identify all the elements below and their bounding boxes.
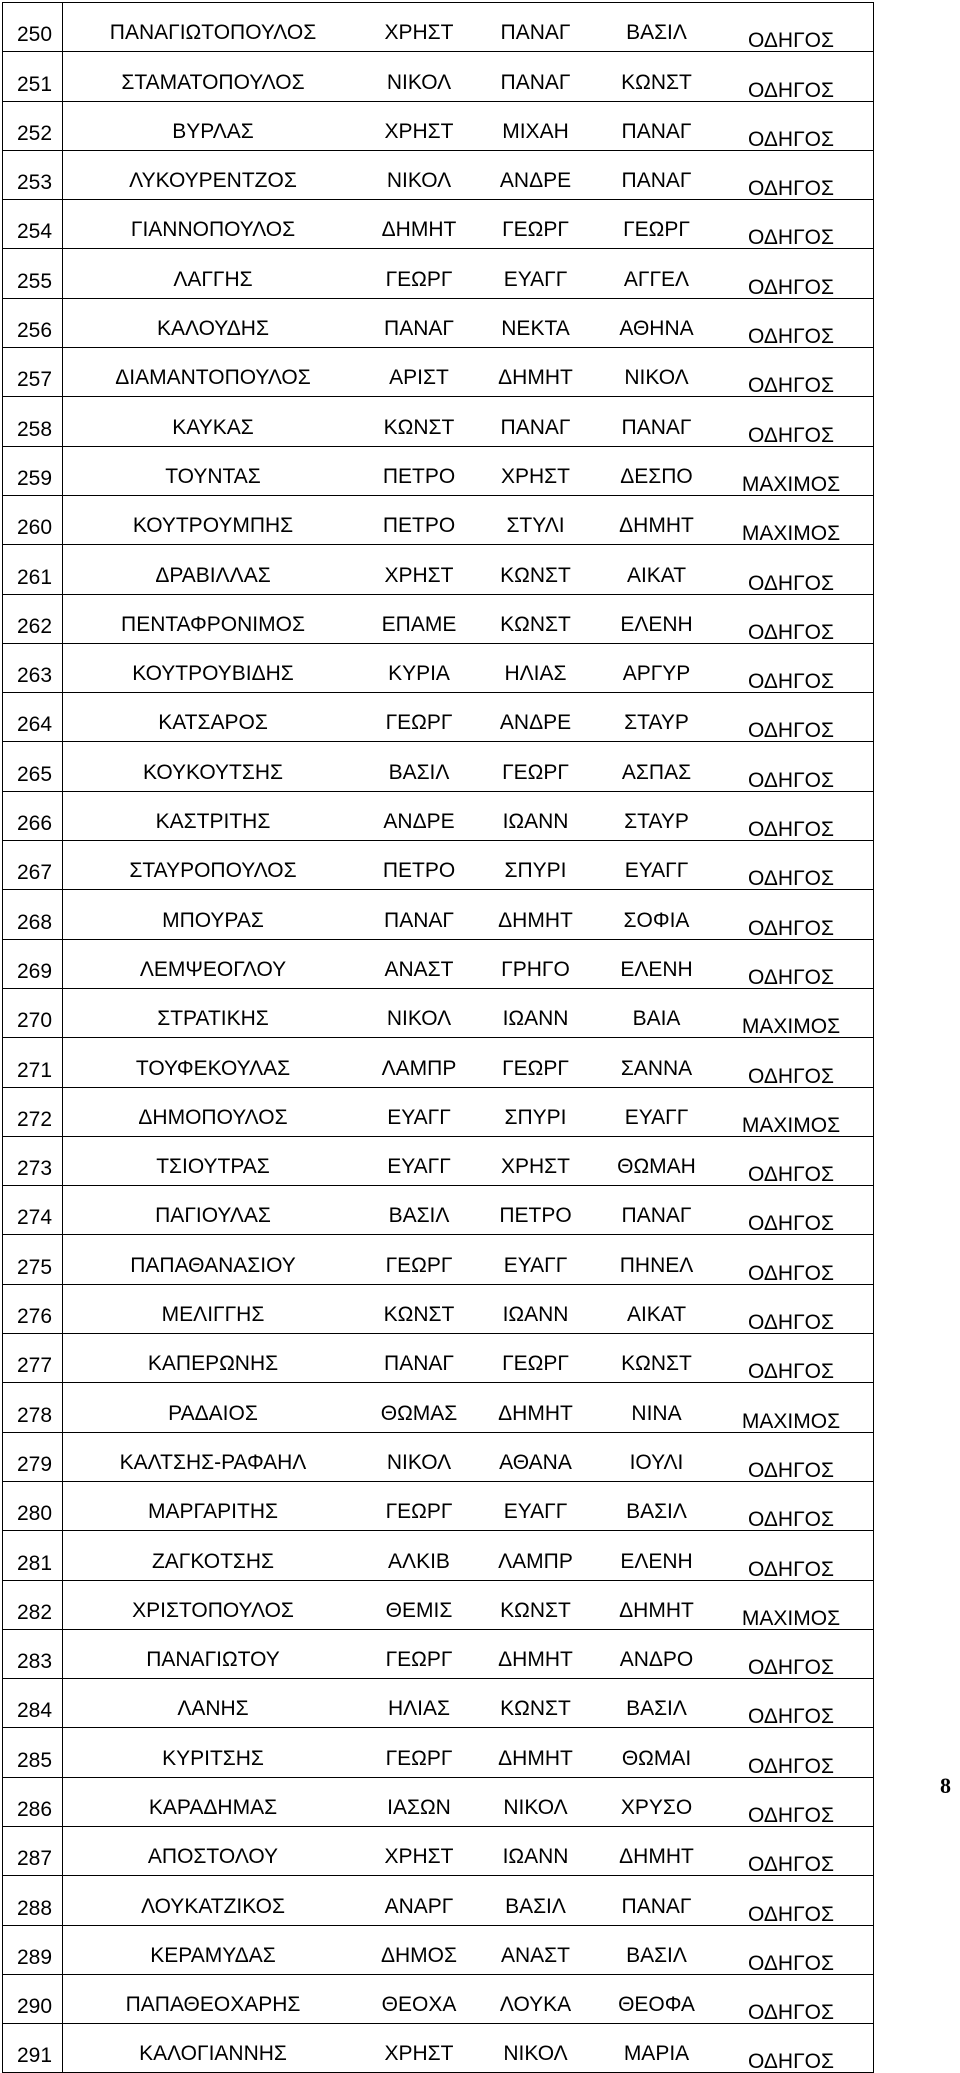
surname-cell: ΚΕΡΑΜΥΔΑΣ [63, 1925, 364, 1974]
specialty-cell: ΜΑΧΙΜΟΣ [717, 1580, 874, 1629]
first-name-cell: ΙΑΣΩΝ [363, 1777, 475, 1826]
specialty-cell: ΟΔΗΓΟΣ [717, 348, 874, 397]
first-name-cell: ΒΑΣΙΛ [363, 742, 475, 791]
mother-name-cell: ΠΗΝΕΛ [596, 1235, 717, 1284]
mother-name-cell: ΒΑΣΙΛ [596, 1481, 717, 1530]
first-name-cell: ΕΠΑΜΕ [363, 594, 475, 643]
surname-cell: ΑΠΟΣΤΟΛΟΥ [63, 1826, 364, 1875]
specialty-cell: ΟΔΗΓΟΣ [717, 1334, 874, 1383]
table-row [3, 52, 874, 101]
first-name-cell: ΘΕΟΧΑ [363, 1974, 475, 2023]
table-row [3, 594, 874, 643]
surname-cell: ΔΙΑΜΑΝΤΟΠΟΥΛΟΣ [63, 348, 364, 397]
first-name-cell: ΘΩΜΑΣ [363, 1383, 475, 1432]
table-row [3, 841, 874, 890]
first-name-cell: ΓΕΩΡΓ [363, 1481, 475, 1530]
mother-name-cell: ΔΗΜΗΤ [596, 495, 717, 544]
father-name-cell: ΛΟΥΚΑ [475, 1974, 596, 2023]
row-number-cell: 269 [3, 939, 63, 988]
surname-cell: ΣΤΡΑΤΙΚΗΣ [63, 988, 364, 1037]
mother-name-cell: ΓΕΩΡΓ [596, 200, 717, 249]
table-row [3, 1974, 874, 2023]
table-row [3, 890, 874, 939]
row-number-cell: 272 [3, 1087, 63, 1136]
row-number-cell: 290 [3, 1974, 63, 2023]
specialty-cell: ΟΔΗΓΟΣ [717, 1481, 874, 1530]
row-number-cell: 255 [3, 249, 63, 298]
first-name-cell: ΚΩΝΣΤ [363, 1284, 475, 1333]
specialty-cell: ΟΔΗΓΟΣ [717, 1876, 874, 1925]
specialty-cell: ΟΔΗΓΟΣ [717, 643, 874, 692]
first-name-cell: ΓΕΩΡΓ [363, 1728, 475, 1777]
row-number-cell: 252 [3, 101, 63, 150]
father-name-cell: ΝΙΚΟΛ [475, 2024, 596, 2073]
mother-name-cell: ΠΑΝΑΓ [596, 101, 717, 150]
table-row [3, 1481, 874, 1530]
first-name-cell: ΝΙΚΟΛ [363, 1432, 475, 1481]
row-number-cell: 282 [3, 1580, 63, 1629]
table-row [3, 1826, 874, 1875]
row-number-cell: 265 [3, 742, 63, 791]
surname-cell: ΛΑΝΗΣ [63, 1679, 364, 1728]
row-number-cell: 278 [3, 1383, 63, 1432]
mother-name-cell: ΘΩΜΑΙ [596, 1728, 717, 1777]
mother-name-cell: ΕΛΕΝΗ [596, 594, 717, 643]
row-number-cell: 251 [3, 52, 63, 101]
father-name-cell: ΑΝΔΡΕ [475, 150, 596, 199]
surname-cell: ΠΑΠΑΘΑΝΑΣΙΟΥ [63, 1235, 364, 1284]
table-row [3, 446, 874, 495]
first-name-cell: ΓΕΩΡΓ [363, 249, 475, 298]
specialty-cell: ΟΔΗΓΟΣ [717, 1136, 874, 1185]
table-row [3, 1087, 874, 1136]
table-row [3, 1629, 874, 1678]
mother-name-cell: ΑΘΗΝΑ [596, 298, 717, 347]
surname-cell: ΤΟΥΦΕΚΟΥΛΑΣ [63, 1038, 364, 1087]
mother-name-cell: ΕΥΑΓΓ [596, 841, 717, 890]
surname-cell: ΠΑΓΙΟΥΛΑΣ [63, 1186, 364, 1235]
row-number-cell: 291 [3, 2024, 63, 2073]
table-row [3, 643, 874, 692]
father-name-cell: ΝΙΚΟΛ [475, 1777, 596, 1826]
father-name-cell: ΙΩΑΝΝ [475, 988, 596, 1037]
surname-cell: ΛΕΜΨΕΟΓΛΟΥ [63, 939, 364, 988]
specialty-cell: ΟΔΗΓΟΣ [717, 298, 874, 347]
first-name-cell: ΠΑΝΑΓ [363, 1334, 475, 1383]
first-name-cell: ΔΗΜΟΣ [363, 1925, 475, 1974]
surname-cell: ΒΥΡΛΑΣ [63, 101, 364, 150]
mother-name-cell: ΝΙΝΑ [596, 1383, 717, 1432]
first-name-cell: ΚΩΝΣΤ [363, 397, 475, 446]
first-name-cell: ΒΑΣΙΛ [363, 1186, 475, 1235]
father-name-cell: ΑΝΔΡΕ [475, 693, 596, 742]
surname-cell: ΜΠΟΥΡΑΣ [63, 890, 364, 939]
surname-cell: ΚΟΥΤΡΟΥΒΙΔΗΣ [63, 643, 364, 692]
first-name-cell: ΚΥΡΙΑ [363, 643, 475, 692]
table-row [3, 791, 874, 840]
mother-name-cell: ΣΤΑΥΡ [596, 791, 717, 840]
row-number-cell: 254 [3, 200, 63, 249]
specialty-cell: ΟΔΗΓΟΣ [717, 742, 874, 791]
mother-name-cell: ΒΑΣΙΛ [596, 1679, 717, 1728]
first-name-cell: ΠΕΤΡΟ [363, 446, 475, 495]
father-name-cell: ΑΝΑΣΤ [475, 1925, 596, 1974]
row-number-cell: 253 [3, 150, 63, 199]
row-number-cell: 277 [3, 1334, 63, 1383]
surname-cell: ΖΑΓΚΟΤΣΗΣ [63, 1531, 364, 1580]
mother-name-cell: ΣΑΝΝΑ [596, 1038, 717, 1087]
specialty-cell: ΟΔΗΓΟΣ [717, 791, 874, 840]
table-row [3, 495, 874, 544]
specialty-cell: ΟΔΗΓΟΣ [717, 693, 874, 742]
father-name-cell: ΚΩΝΣΤ [475, 545, 596, 594]
mother-name-cell: ΑΡΓΥΡ [596, 643, 717, 692]
table-row [3, 1777, 874, 1826]
first-name-cell: ΠΑΝΑΓ [363, 298, 475, 347]
surname-cell: ΚΑΡΑΔΗΜΑΣ [63, 1777, 364, 1826]
table-row [3, 1383, 874, 1432]
first-name-cell: ΧΡΗΣΤ [363, 1826, 475, 1875]
mother-name-cell: ΑΝΔΡΟ [596, 1629, 717, 1678]
father-name-cell: ΠΑΝΑΓ [475, 52, 596, 101]
surname-cell: ΤΣΙΟΥΤΡΑΣ [63, 1136, 364, 1185]
father-name-cell: ΙΩΑΝΝ [475, 1284, 596, 1333]
row-number-cell: 266 [3, 791, 63, 840]
father-name-cell: ΠΕΤΡΟ [475, 1186, 596, 1235]
mother-name-cell: ΘΕΟΦΑ [596, 1974, 717, 2023]
table-row [3, 150, 874, 199]
table-row [3, 3, 874, 52]
surname-cell: ΣΤΑΜΑΤΟΠΟΥΛΟΣ [63, 52, 364, 101]
first-name-cell: ΝΙΚΟΛ [363, 988, 475, 1037]
mother-name-cell: ΜΑΡΙΑ [596, 2024, 717, 2073]
first-name-cell: ΧΡΗΣΤ [363, 101, 475, 150]
surname-cell: ΤΟΥΝΤΑΣ [63, 446, 364, 495]
specialty-cell: ΟΔΗΓΟΣ [717, 101, 874, 150]
mother-name-cell: ΑΙΚΑΤ [596, 1284, 717, 1333]
mother-name-cell: ΚΩΝΣΤ [596, 52, 717, 101]
specialty-cell: ΟΔΗΓΟΣ [717, 1826, 874, 1875]
surname-cell: ΚΥΡΙΤΣΗΣ [63, 1728, 364, 1777]
surname-cell: ΚΑΠΕΡΩΝΗΣ [63, 1334, 364, 1383]
specialty-cell: ΟΔΗΓΟΣ [717, 1186, 874, 1235]
father-name-cell: ΗΛΙΑΣ [475, 643, 596, 692]
specialty-cell: ΟΔΗΓΟΣ [717, 397, 874, 446]
mother-name-cell: ΠΑΝΑΓ [596, 397, 717, 446]
specialty-cell: ΟΔΗΓΟΣ [717, 1629, 874, 1678]
mother-name-cell: ΒΑΙΑ [596, 988, 717, 1037]
surname-cell: ΚΟΥΚΟΥΤΣΗΣ [63, 742, 364, 791]
first-name-cell: ΧΡΗΣΤ [363, 2024, 475, 2073]
specialty-cell: ΟΔΗΓΟΣ [717, 2024, 874, 2073]
table-row [3, 1038, 874, 1087]
row-number-cell: 276 [3, 1284, 63, 1333]
table-row [3, 1728, 874, 1777]
first-name-cell: ΝΙΚΟΛ [363, 52, 475, 101]
mother-name-cell: ΕΛΕΝΗ [596, 1531, 717, 1580]
table-row [3, 1235, 874, 1284]
surname-cell: ΡΑΔΑΙΟΣ [63, 1383, 364, 1432]
father-name-cell: ΚΩΝΣΤ [475, 594, 596, 643]
father-name-cell: ΕΥΑΓΓ [475, 249, 596, 298]
specialty-cell: ΟΔΗΓΟΣ [717, 1728, 874, 1777]
table-row [3, 1432, 874, 1481]
first-name-cell: ΓΕΩΡΓ [363, 1629, 475, 1678]
table-row [3, 1186, 874, 1235]
first-name-cell: ΧΡΗΣΤ [363, 3, 475, 52]
table-row [3, 693, 874, 742]
mother-name-cell: ΑΓΓΕΛ [596, 249, 717, 298]
table-row [3, 1531, 874, 1580]
mother-name-cell: ΕΥΑΓΓ [596, 1087, 717, 1136]
row-number-cell: 257 [3, 348, 63, 397]
table-row [3, 1580, 874, 1629]
table-row [3, 1334, 874, 1383]
mother-name-cell: ΠΑΝΑΓ [596, 1876, 717, 1925]
row-number-cell: 287 [3, 1826, 63, 1875]
specialty-cell: ΟΔΗΓΟΣ [717, 890, 874, 939]
father-name-cell: ΣΤΥΛΙ [475, 495, 596, 544]
table-row [3, 249, 874, 298]
specialty-cell: ΟΔΗΓΟΣ [717, 1777, 874, 1826]
father-name-cell: ΔΗΜΗΤ [475, 1383, 596, 1432]
father-name-cell: ΓΕΩΡΓ [475, 1038, 596, 1087]
first-name-cell: ΑΝΑΡΓ [363, 1876, 475, 1925]
first-name-cell: ΑΡΙΣΤ [363, 348, 475, 397]
table-row [3, 348, 874, 397]
father-name-cell: ΣΠΥΡΙ [475, 1087, 596, 1136]
table-row [3, 397, 874, 446]
father-name-cell: ΛΑΜΠΡ [475, 1531, 596, 1580]
specialty-cell: ΜΑΧΙΜΟΣ [717, 495, 874, 544]
surname-cell: ΔΗΜΟΠΟΥΛΟΣ [63, 1087, 364, 1136]
table-row [3, 545, 874, 594]
row-number-cell: 285 [3, 1728, 63, 1777]
surname-cell: ΚΑΛΤΣΗΣ-ΡΑΦΑΗΛ [63, 1432, 364, 1481]
surname-cell: ΧΡΙΣΤΟΠΟΥΛΟΣ [63, 1580, 364, 1629]
row-number-cell: 264 [3, 693, 63, 742]
row-number-cell: 270 [3, 988, 63, 1037]
surname-cell: ΛΟΥΚΑΤΖΙΚΟΣ [63, 1876, 364, 1925]
row-number-cell: 271 [3, 1038, 63, 1087]
row-number-cell: 275 [3, 1235, 63, 1284]
first-name-cell: ΛΑΜΠΡ [363, 1038, 475, 1087]
surname-cell: ΚΑΥΚΑΣ [63, 397, 364, 446]
row-number-cell: 263 [3, 643, 63, 692]
mother-name-cell: ΘΩΜΑΗ [596, 1136, 717, 1185]
specialty-cell: ΟΔΗΓΟΣ [717, 1038, 874, 1087]
first-name-cell: ΠΕΤΡΟ [363, 841, 475, 890]
mother-name-cell: ΒΑΣΙΛ [596, 3, 717, 52]
specialty-cell: ΟΔΗΓΟΣ [717, 52, 874, 101]
surname-cell: ΚΑΛΟΥΔΗΣ [63, 298, 364, 347]
surname-cell: ΚΑΛΟΓΙΑΝΝΗΣ [63, 2024, 364, 2073]
surname-cell: ΠΑΝΑΓΙΩΤΟΠΟΥΛΟΣ [63, 3, 364, 52]
first-name-cell: ΓΕΩΡΓ [363, 693, 475, 742]
first-name-cell: ΕΥΑΓΓ [363, 1087, 475, 1136]
father-name-cell: ΠΑΝΑΓ [475, 397, 596, 446]
row-number-cell: 284 [3, 1679, 63, 1728]
specialty-cell: ΟΔΗΓΟΣ [717, 1679, 874, 1728]
mother-name-cell: ΣΤΑΥΡ [596, 693, 717, 742]
father-name-cell: ΑΘΑΝΑ [475, 1432, 596, 1481]
father-name-cell: ΧΡΗΣΤ [475, 446, 596, 495]
father-name-cell: ΔΗΜΗΤ [475, 1728, 596, 1777]
roster-table [2, 2, 874, 2073]
specialty-cell: ΟΔΗΓΟΣ [717, 200, 874, 249]
mother-name-cell: ΧΡΥΣΟ [596, 1777, 717, 1826]
first-name-cell: ΝΙΚΟΛ [363, 150, 475, 199]
surname-cell: ΜΑΡΓΑΡΙΤΗΣ [63, 1481, 364, 1530]
father-name-cell: ΔΗΜΗΤ [475, 1629, 596, 1678]
table-row [3, 2024, 874, 2073]
row-number-cell: 268 [3, 890, 63, 939]
mother-name-cell: ΑΙΚΑΤ [596, 545, 717, 594]
specialty-cell: ΟΔΗΓΟΣ [717, 249, 874, 298]
father-name-cell: ΜΙΧΑΗ [475, 101, 596, 150]
specialty-cell: ΟΔΗΓΟΣ [717, 939, 874, 988]
mother-name-cell: ΣΟΦΙΑ [596, 890, 717, 939]
table-row [3, 1876, 874, 1925]
first-name-cell: ΠΕΤΡΟ [363, 495, 475, 544]
first-name-cell: ΑΝΑΣΤ [363, 939, 475, 988]
row-number-cell: 280 [3, 1481, 63, 1530]
surname-cell: ΣΤΑΥΡΟΠΟΥΛΟΣ [63, 841, 364, 890]
specialty-cell: ΜΑΧΙΜΟΣ [717, 1383, 874, 1432]
father-name-cell: ΠΑΝΑΓ [475, 3, 596, 52]
father-name-cell: ΕΥΑΓΓ [475, 1235, 596, 1284]
first-name-cell: ΑΛΚΙΒ [363, 1531, 475, 1580]
mother-name-cell: ΔΗΜΗΤ [596, 1826, 717, 1875]
specialty-cell: ΟΔΗΓΟΣ [717, 150, 874, 199]
first-name-cell: ΓΕΩΡΓ [363, 1235, 475, 1284]
specialty-cell: ΟΔΗΓΟΣ [717, 545, 874, 594]
row-number-cell: 259 [3, 446, 63, 495]
roster-table-body [3, 3, 874, 2073]
mother-name-cell: ΒΑΣΙΛ [596, 1925, 717, 1974]
first-name-cell: ΠΑΝΑΓ [363, 890, 475, 939]
table-row [3, 939, 874, 988]
specialty-cell: ΟΔΗΓΟΣ [717, 841, 874, 890]
specialty-cell: ΜΑΧΙΜΟΣ [717, 988, 874, 1037]
father-name-cell: ΔΗΜΗΤ [475, 890, 596, 939]
specialty-cell: ΟΔΗΓΟΣ [717, 1925, 874, 1974]
surname-cell: ΚΑΣΤΡΙΤΗΣ [63, 791, 364, 840]
father-name-cell: ΔΗΜΗΤ [475, 348, 596, 397]
table-row [3, 298, 874, 347]
row-number-cell: 288 [3, 1876, 63, 1925]
row-number-cell: 250 [3, 3, 63, 52]
table-row [3, 101, 874, 150]
first-name-cell: ΘΕΜΙΣ [363, 1580, 475, 1629]
row-number-cell: 262 [3, 594, 63, 643]
surname-cell: ΛΥΚΟΥΡΕΝΤΖΟΣ [63, 150, 364, 199]
specialty-cell: ΜΑΧΙΜΟΣ [717, 1087, 874, 1136]
father-name-cell: ΕΥΑΓΓ [475, 1481, 596, 1530]
row-number-cell: 283 [3, 1629, 63, 1678]
surname-cell: ΓΙΑΝΝΟΠΟΥΛΟΣ [63, 200, 364, 249]
surname-cell: ΚΑΤΣΑΡΟΣ [63, 693, 364, 742]
mother-name-cell: ΝΙΚΟΛ [596, 348, 717, 397]
row-number-cell: 274 [3, 1186, 63, 1235]
surname-cell: ΚΟΥΤΡΟΥΜΠΗΣ [63, 495, 364, 544]
mother-name-cell: ΑΣΠΑΣ [596, 742, 717, 791]
table-row [3, 1136, 874, 1185]
table-row [3, 1284, 874, 1333]
row-number-cell: 256 [3, 298, 63, 347]
surname-cell: ΔΡΑΒΙΛΛΑΣ [63, 545, 364, 594]
father-name-cell: ΧΡΗΣΤ [475, 1136, 596, 1185]
father-name-cell: ΓΕΩΡΓ [475, 742, 596, 791]
table-row [3, 200, 874, 249]
first-name-cell: ΕΥΑΓΓ [363, 1136, 475, 1185]
specialty-cell: ΜΑΧΙΜΟΣ [717, 446, 874, 495]
table-row [3, 1679, 874, 1728]
specialty-cell: ΟΔΗΓΟΣ [717, 3, 874, 52]
father-name-cell: ΙΩΑΝΝ [475, 1826, 596, 1875]
father-name-cell: ΓΕΩΡΓ [475, 1334, 596, 1383]
mother-name-cell: ΔΕΣΠΟ [596, 446, 717, 495]
surname-cell: ΠΑΠΑΘΕΟΧΑΡΗΣ [63, 1974, 364, 2023]
surname-cell: ΠΑΝΑΓΙΩΤΟΥ [63, 1629, 364, 1678]
row-number-cell: 267 [3, 841, 63, 890]
first-name-cell: ΧΡΗΣΤ [363, 545, 475, 594]
father-name-cell: ΚΩΝΣΤ [475, 1679, 596, 1728]
row-number-cell: 286 [3, 1777, 63, 1826]
specialty-cell: ΟΔΗΓΟΣ [717, 1974, 874, 2023]
specialty-cell: ΟΔΗΓΟΣ [717, 594, 874, 643]
first-name-cell: ΑΝΔΡΕ [363, 791, 475, 840]
mother-name-cell: ΠΑΝΑΓ [596, 1186, 717, 1235]
row-number-cell: 258 [3, 397, 63, 446]
row-number-cell: 281 [3, 1531, 63, 1580]
row-number-cell: 261 [3, 545, 63, 594]
row-number-cell: 273 [3, 1136, 63, 1185]
mother-name-cell: ΔΗΜΗΤ [596, 1580, 717, 1629]
father-name-cell: ΣΠΥΡΙ [475, 841, 596, 890]
surname-cell: ΛΑΓΓΗΣ [63, 249, 364, 298]
first-name-cell: ΗΛΙΑΣ [363, 1679, 475, 1728]
father-name-cell: ΚΩΝΣΤ [475, 1580, 596, 1629]
father-name-cell: ΒΑΣΙΛ [475, 1876, 596, 1925]
father-name-cell: ΓΕΩΡΓ [475, 200, 596, 249]
specialty-cell: ΟΔΗΓΟΣ [717, 1284, 874, 1333]
row-number-cell: 289 [3, 1925, 63, 1974]
father-name-cell: ΝΕΚΤΑ [475, 298, 596, 347]
row-number-cell: 260 [3, 495, 63, 544]
specialty-cell: ΟΔΗΓΟΣ [717, 1531, 874, 1580]
page-number: 8 [940, 1773, 951, 1798]
specialty-cell: ΟΔΗΓΟΣ [717, 1432, 874, 1481]
mother-name-cell: ΙΟΥΛΙ [596, 1432, 717, 1481]
row-number-cell: 279 [3, 1432, 63, 1481]
table-row [3, 988, 874, 1037]
surname-cell: ΜΕΛΙΓΓΗΣ [63, 1284, 364, 1333]
father-name-cell: ΓΡΗΓΟ [475, 939, 596, 988]
father-name-cell: ΙΩΑΝΝ [475, 791, 596, 840]
specialty-cell: ΟΔΗΓΟΣ [717, 1235, 874, 1284]
first-name-cell: ΔΗΜΗΤ [363, 200, 475, 249]
mother-name-cell: ΠΑΝΑΓ [596, 150, 717, 199]
mother-name-cell: ΚΩΝΣΤ [596, 1334, 717, 1383]
table-row [3, 742, 874, 791]
mother-name-cell: ΕΛΕΝΗ [596, 939, 717, 988]
surname-cell: ΠΕΝΤΑΦΡΟΝΙΜΟΣ [63, 594, 364, 643]
table-row [3, 1925, 874, 1974]
